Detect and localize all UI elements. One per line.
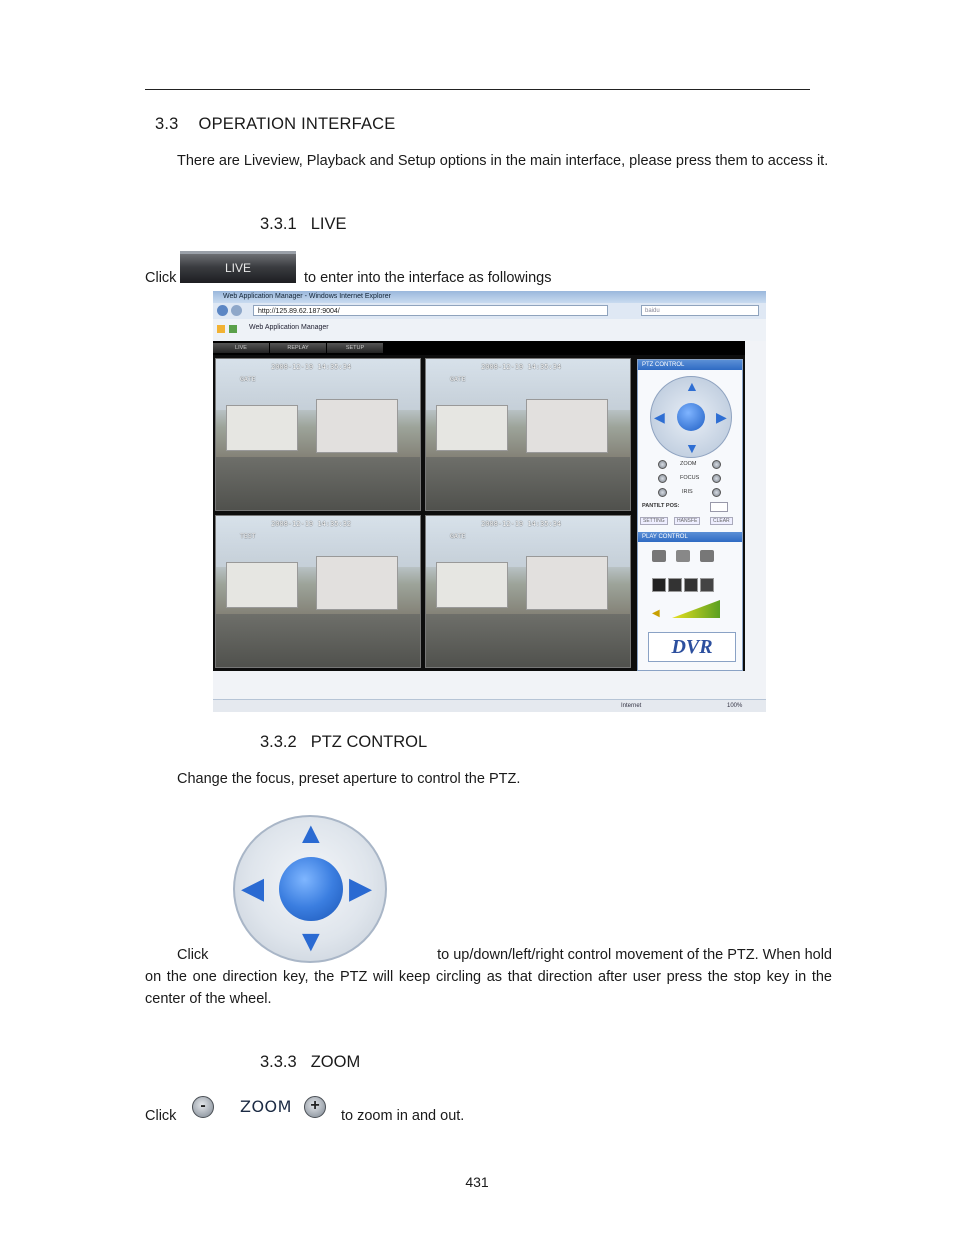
app-tab-replay: REPLAY bbox=[270, 343, 326, 353]
zoom-in-icon: + bbox=[304, 1096, 326, 1118]
layout-4-icon bbox=[668, 578, 682, 592]
search-field: baidu bbox=[641, 305, 759, 316]
left-arrow-icon: ◀ bbox=[241, 872, 265, 905]
ie-address-bar bbox=[213, 303, 766, 320]
live-heading: 3.3.1 LIVE bbox=[260, 215, 347, 233]
app-tab-live: LIVE bbox=[213, 343, 269, 353]
ie-status-bar bbox=[213, 699, 766, 712]
iris-plus-icon bbox=[712, 488, 721, 497]
volume-icon: ◀ bbox=[652, 608, 660, 619]
zoom-heading: 3.3.3 ZOOM bbox=[260, 1053, 361, 1071]
dvr-logo: DVR bbox=[648, 632, 736, 662]
ie-tab-row bbox=[213, 319, 766, 341]
status-zone: Internet bbox=[621, 703, 642, 709]
zoom-label: ZOOM bbox=[240, 1097, 292, 1116]
focus-minus-icon bbox=[658, 474, 667, 483]
pantilt-pos-field bbox=[710, 502, 728, 512]
focus-plus-icon bbox=[712, 474, 721, 483]
header-rule bbox=[145, 89, 810, 90]
mini-zoom-label: ZOOM bbox=[680, 461, 697, 467]
app-tab-bar bbox=[213, 341, 745, 355]
mini-focus-label: FOCUS bbox=[680, 475, 700, 481]
camera-timestamp: 2008-12-19 14:35:32 bbox=[271, 520, 352, 528]
status-zoom: 100% bbox=[727, 703, 743, 709]
section-heading: 3.3 OPERATION INTERFACE bbox=[155, 115, 396, 133]
zoom-after-text: to zoom in and out. bbox=[341, 1108, 465, 1124]
mini-ptz-wheel bbox=[650, 376, 732, 458]
camera-view-4 bbox=[425, 515, 631, 668]
ptz-side-panel bbox=[637, 359, 743, 671]
live-button-image: LIVE bbox=[180, 251, 296, 283]
page-number: 431 bbox=[465, 1174, 489, 1190]
ptz-description-first-line: to up/down/left/right control movement of the PTZ. When hold bbox=[437, 947, 832, 963]
down-arrow-icon: ▼ bbox=[296, 925, 326, 958]
mini-left-arrow-icon: ◀ bbox=[654, 409, 665, 425]
camera-view-3 bbox=[215, 515, 421, 668]
camera-timestamp: 2008-12-19 14:35:34 bbox=[481, 363, 562, 371]
camera-name: GATE bbox=[240, 375, 256, 383]
setting-button: SETTING bbox=[640, 517, 668, 525]
zoom-plus-icon bbox=[712, 460, 721, 469]
ptz-stop-ball bbox=[279, 857, 343, 921]
forward-icon bbox=[231, 305, 242, 316]
address-field: http://125.89.62.187:9004/ bbox=[253, 305, 608, 316]
live-interface-screenshot bbox=[213, 291, 766, 712]
camera-name: GATE bbox=[450, 532, 466, 540]
iris-minus-icon bbox=[658, 488, 667, 497]
camera-view-2 bbox=[425, 358, 631, 511]
volume-level-icon bbox=[672, 600, 720, 618]
mini-stop-ball bbox=[677, 403, 705, 431]
camera-name: GATE bbox=[450, 375, 466, 383]
zoom-out-icon: - bbox=[192, 1096, 214, 1118]
up-arrow-icon: ▲ bbox=[296, 817, 326, 850]
camera-timestamp: 2008-12-19 14:35:34 bbox=[481, 520, 562, 528]
camera-name: TEST bbox=[240, 532, 256, 540]
mini-iris-label: IRIS bbox=[682, 489, 693, 495]
mini-right-arrow-icon: ▶ bbox=[716, 409, 727, 425]
favorites-icon bbox=[217, 325, 225, 333]
ptz-click-word: Click bbox=[177, 947, 209, 963]
add-favorite-icon bbox=[229, 325, 237, 333]
layout-9-icon bbox=[684, 578, 698, 592]
ie-tab-title: Web Application Manager bbox=[249, 324, 329, 331]
live-click-word: Click bbox=[145, 270, 177, 286]
mini-down-arrow-icon: ▼ bbox=[685, 440, 699, 456]
ie-window-title: Web Application Manager - Windows Internet Explorer bbox=[213, 291, 766, 303]
layout-16-icon bbox=[700, 578, 714, 592]
pantilt-pos-label: PANTILT POS: bbox=[642, 503, 680, 509]
ptz-heading: 3.3.2 PTZ CONTROL bbox=[260, 733, 428, 751]
ptz-description-rest: on the one direction key, the PTZ will keep circling as that direction after user press the stop key in the center of the wheel. bbox=[145, 969, 832, 1007]
play-panel-header: PLAY CONTROL bbox=[638, 532, 742, 542]
record-icon bbox=[652, 550, 666, 562]
back-icon bbox=[217, 305, 228, 316]
app-tab-setup: SETUP bbox=[327, 343, 383, 353]
live-after-text: to enter into the interface as followings bbox=[304, 270, 552, 286]
camera-timestamp: 2008-12-19 14:35:34 bbox=[271, 363, 352, 371]
zoom-click-word: Click bbox=[145, 1108, 177, 1124]
mini-up-arrow-icon: ▲ bbox=[685, 378, 699, 394]
layout-1-icon bbox=[652, 578, 666, 592]
snapshot-icon bbox=[676, 550, 690, 562]
camera-view-1 bbox=[215, 358, 421, 511]
section-intro: There are Liveview, Playback and Setup options in the main interface, please press them to access it. bbox=[177, 153, 829, 169]
zoom-minus-icon bbox=[658, 460, 667, 469]
ptz-direction-wheel bbox=[233, 815, 387, 963]
right-arrow-icon: ▶ bbox=[349, 872, 373, 905]
clear-button: CLEAR bbox=[710, 517, 733, 525]
ptz-intro: Change the focus, preset aperture to control the PTZ. bbox=[177, 771, 521, 787]
camera-icon bbox=[700, 550, 714, 562]
hansfe-button: HANSFE bbox=[674, 517, 700, 525]
ptz-panel-header: PTZ CONTROL bbox=[638, 360, 742, 370]
